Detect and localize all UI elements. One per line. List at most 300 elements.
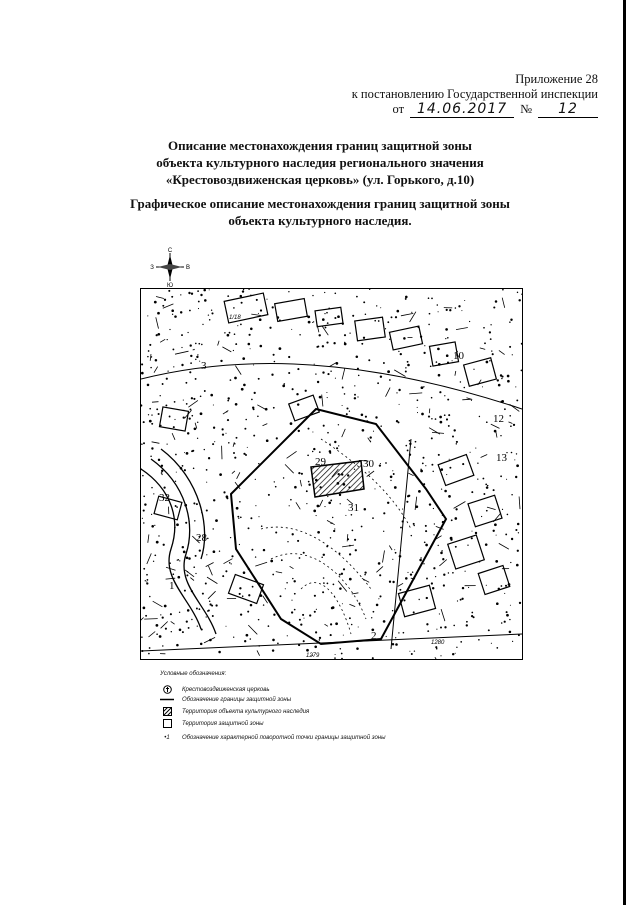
map-texture-dot [147,356,149,358]
map-texture-stroke [237,472,240,479]
map-texture-dot [364,508,367,511]
map-texture-dot [458,305,460,307]
map-texture-dot [438,311,439,312]
map-texture-dot [143,522,144,523]
map-texture-dot [301,473,303,475]
map-texture-dot [409,440,411,442]
map-texture-dot [198,308,199,309]
legend-item-point [160,733,386,742]
map-texture-dot [167,444,168,445]
map-texture-dot [314,611,316,613]
map-texture-dot [182,465,184,467]
map-texture-dot [208,314,209,315]
map-texture-stroke [161,622,168,629]
map-texture-dot [171,296,173,298]
map-texture-dot [461,598,463,600]
map-texture-dot [218,651,221,654]
map-texture-dot [344,393,346,395]
map-texture-dot [194,349,195,350]
handwritten-date: 14.06.2017 [410,102,514,118]
map-texture-dot [380,307,381,308]
map-texture-dot [275,486,277,488]
map-texture-dot [440,421,443,424]
map-texture-stroke [188,400,198,407]
map-texture-dot [248,343,251,346]
map-texture-dot [197,438,198,439]
map-texture-dot [297,403,299,405]
map-texture-dot [422,462,424,464]
map-texture-dot [378,320,380,322]
map-texture-dot [240,324,242,326]
map-texture-dot [263,549,265,551]
map-texture-dot [386,636,387,637]
map-point-label: 3 [201,360,207,372]
map-texture-dot [380,463,381,464]
map-texture-dot [387,370,390,373]
map-point-label: 1 [169,580,175,592]
map-texture-dot [509,346,511,348]
map-texture-dot [313,321,314,322]
map-texture-stroke [429,409,430,414]
map-texture-stroke [435,657,440,659]
map-texture-dot [449,459,450,460]
map-texture-dot [163,544,165,546]
church-circle-icon [160,685,174,694]
map-texture-dot [464,387,466,389]
map-texture-dot [356,356,359,359]
map-texture-dot [449,467,451,469]
map-texture-dot [273,354,275,356]
map-texture-dot [160,395,161,396]
map-texture-stroke [325,624,328,626]
map-texture-stroke [223,411,228,415]
map-texture-dot [200,412,203,415]
map-texture-dot [239,544,240,545]
map-texture-dot [455,653,456,654]
map-texture-dot [252,586,254,588]
map-texture-dot [505,585,507,587]
map-texture-dot [319,637,321,639]
map-texture-dot [398,632,399,633]
map-texture-stroke [224,559,233,564]
map-texture-dot [197,290,199,292]
map-texture-dot [186,403,188,405]
map-texture-dot [224,332,225,333]
map-texture-dot [290,499,292,501]
map-texture-dot [161,472,163,474]
map-texture-dot [327,496,328,497]
map-texture-dot [423,352,425,354]
map-texture-dot [341,658,343,659]
legend-item-church [160,685,270,694]
map-texture-dot [453,429,455,431]
map-texture-dot [451,519,453,521]
map-texture-dot [344,343,347,346]
map-texture-dot [511,494,512,495]
map-texture-dot [248,527,250,529]
map-texture-dot [500,435,501,436]
map-texture-dot [185,522,187,524]
map-texture-dot [346,407,348,409]
map-texture-dot [222,428,224,430]
map-texture-dot [364,574,366,576]
map-texture-dot [285,588,286,589]
map-texture-dot [392,610,393,611]
map-texture-dot [167,339,168,340]
subtitle-line-2: объекта культурного наследия. [228,213,412,228]
map-texture-dot [298,472,300,474]
map-texture-dot [250,604,253,607]
map-texture-dot [147,315,148,316]
map-texture-dot [341,653,343,655]
map-texture-dot [351,624,353,626]
map-texture-dot [432,471,433,472]
map-texture-dot [289,505,290,506]
map-texture-dot [213,404,214,405]
map-texture-dot [441,468,444,471]
map-texture-dot [513,424,515,426]
map-texture-dot [354,397,356,399]
map-texture-stroke [232,471,235,474]
map-texture-stroke [502,298,505,308]
map-texture-dot [349,332,350,333]
map-texture-stroke [233,442,234,447]
map-texture-dot [209,319,211,321]
map-texture-dot [398,389,400,391]
map-texture-dot [469,321,470,322]
map-texture-dot [509,321,511,323]
map-texture-dot [389,339,390,340]
map-texture-dot [313,510,316,513]
map-texture-dot [437,348,440,351]
legend-label-point: Обозначение характерной поворотной точки границы защитной зоны [182,734,386,741]
map-texture-dot [326,392,327,393]
map-texture-dot [497,379,499,381]
map-texture-dot [227,397,229,399]
map-texture-stroke [218,341,220,346]
map-texture-dot [256,299,258,301]
map-texture-dot [339,587,342,590]
map-texture-stroke [285,464,294,473]
map-texture-dot [143,568,145,570]
map-texture-stroke [439,560,446,566]
map-texture-dot [170,613,172,615]
map-texture-dot [204,299,207,302]
map-texture-dot [313,448,315,450]
map-texture-dot [325,327,327,329]
map-texture-dot [477,462,478,463]
map-texture-dot [456,443,457,444]
map-texture-dot [148,653,150,655]
map-texture-dot [333,530,335,532]
map-texture-dot [414,447,416,449]
map-texture-dot [183,400,184,401]
map-texture-dot [287,541,288,542]
map-texture-dot [222,575,224,577]
map-texture-dot [330,634,332,636]
map-texture-dot [509,619,510,620]
map-texture-dot [430,365,432,367]
map-texture-dot [151,423,153,425]
map-texture-dot [292,388,294,390]
map-texture-stroke [257,405,266,410]
legend-label-boundary: Обозначение границы защитной зоны [182,696,292,703]
map-texture-dot [446,418,448,420]
map-texture-dot [188,557,191,560]
map-texture-dot [376,305,377,306]
map-texture-dot [317,345,319,347]
map-texture-dot [283,477,284,478]
map-texture-stroke [276,572,282,573]
map-texture-stroke [153,601,163,607]
map-texture-dot [518,532,519,533]
map-texture-dot [202,324,203,325]
map-texture-dot [405,367,406,368]
map-texture-dot [192,450,194,452]
map-texture-dot [392,559,393,560]
map-texture-stroke [480,348,485,350]
map-texture-dot [328,501,331,504]
map-texture-dot [496,647,498,649]
map-texture-dot [400,353,402,355]
compass-east: В [185,265,190,271]
map-texture-dot [452,653,454,655]
map-texture-dot [422,387,423,388]
map-texture-dot [486,361,489,364]
map-texture-dot [511,452,513,454]
map-texture-dot [322,318,325,321]
map-texture-dot [211,312,213,314]
map-texture-dot [330,370,331,371]
map-texture-dot [225,570,227,572]
map-texture-dot [332,517,333,518]
map-texture-dot [319,639,321,641]
map-texture-dot [182,546,184,548]
map-texture-dot [148,350,150,352]
map-texture-dot [250,328,253,331]
compass-south: Ю [166,283,174,287]
map-texture-dot [247,611,249,613]
map-texture-dot [309,614,311,616]
map-texture-dot [495,560,498,563]
map-texture-dot [215,604,217,606]
map-texture-dot [297,368,299,370]
map-texture-dot [321,557,323,559]
map-texture-dot [481,516,482,517]
legend-item-boundary [160,695,291,704]
map-texture-dot [448,414,450,416]
map-texture-dot [149,344,151,346]
map-texture-dot [327,432,329,434]
map-texture-dot [179,629,182,632]
map-texture-dot [303,640,305,642]
map-texture-dot [191,293,193,295]
map-texture-dot [174,401,176,403]
map-texture-stroke [509,422,513,424]
map-texture-dot [399,589,401,591]
map-texture-dot [436,629,437,630]
map-texture-dot [457,600,458,601]
map-texture-dot [141,443,143,445]
map-texture-dot [149,596,151,598]
map-texture-dot [186,574,188,576]
map-texture-dot [397,310,400,313]
map-texture-stroke [208,566,212,575]
map-texture-dot [435,646,437,648]
map-texture-dot [327,397,328,398]
map-texture-dot [482,386,483,387]
map-texture-dot [179,560,180,561]
map-texture-dot [208,610,210,612]
map-texture-dot [201,344,203,346]
map-texture-dot [204,390,206,392]
map-texture-dot [339,574,341,576]
map-texture-dot [204,449,205,450]
map-texture-dot [421,413,424,416]
map-texture-dot [299,334,301,336]
map-texture-stroke [185,570,194,577]
map-texture-dot [493,306,495,308]
map-texture-dot [502,509,503,510]
map-texture-stroke [222,347,231,352]
map-texture-dot [195,378,197,380]
map-texture-dot [412,571,413,572]
map-texture-dot [193,398,195,400]
map-texture-dot [509,415,511,417]
map-texture-dot [172,348,174,350]
map-texture-dot [283,383,285,385]
map-texture-dot [467,545,468,546]
map-texture-dot [379,595,381,597]
map-texture-dot [166,378,168,380]
map-texture-dot [206,469,208,471]
map-texture-dot [383,531,384,532]
map-texture-dot [195,343,197,345]
map-texture-stroke [296,502,300,509]
map-texture-dot [383,620,386,623]
map-texture-dot [406,501,408,503]
map-texture-dot [317,531,320,534]
map-texture-dot [368,359,370,361]
map-texture-dot [504,621,506,623]
map-texture-dot [491,350,492,351]
map-texture-dot [260,309,262,311]
map-texture-dot [501,622,503,624]
map-texture-dot [173,366,174,367]
map-texture-dot [158,459,160,461]
map-texture-dot [517,550,519,552]
map-texture-stroke [152,442,160,444]
map-texture-dot [452,435,454,437]
map-texture-dot [351,514,353,516]
map-texture-dot [374,488,375,489]
map-texture-dot [195,555,197,557]
map-texture-dot [151,525,154,528]
map-texture-dot [298,430,300,432]
map-texture-dot [475,448,476,449]
map-texture-dot [294,593,296,595]
map-texture-dot [407,449,409,451]
map-texture-dot [227,334,230,337]
map-texture-dot [521,294,522,295]
map-texture-dot [435,418,437,420]
map-texture-dot [156,334,158,336]
map-texture-dot [385,328,386,329]
map-texture-dot [173,573,175,575]
map-texture-dot [315,631,317,633]
map-texture-dot [294,486,297,489]
map-texture-dot [440,627,442,629]
map-texture-dot [173,426,175,428]
map-texture-dot [413,525,414,526]
map-texture-dot [151,514,152,515]
map-texture-dot [287,635,288,636]
map-texture-dot [403,337,406,340]
map-point-label: 12 [493,413,504,425]
map-texture-dot [448,572,449,573]
map-texture-dot [407,572,408,573]
map-texture-dot [349,617,351,619]
map-texture-dot [420,469,421,470]
map-texture-dot [330,623,332,625]
map-texture-dot [334,317,336,319]
map-texture-dot [276,437,278,439]
map-texture-dot [187,332,188,333]
map-texture-dot [326,312,328,314]
map-texture-dot [442,558,444,560]
map-texture-dot [496,535,497,536]
map-texture-dot [491,643,492,644]
point-marker-icon: •1 [164,734,170,741]
map-texture-dot [176,472,177,473]
map-texture-dot [420,470,423,473]
map-texture-dot [337,315,340,318]
map-texture-dot [437,304,439,306]
map-texture-dot [349,411,350,412]
map-texture-dot [219,551,220,552]
map-texture-stroke [519,497,520,510]
map-texture-dot [516,399,518,401]
map-texture-dot [268,625,270,627]
map-texture-dot [443,584,445,586]
map-texture-dot [470,452,471,453]
date-line [352,102,598,118]
map-texture-dot [500,475,502,477]
number-label: № [520,102,532,116]
map-texture-dot [242,290,244,292]
map-texture-dot [190,355,192,357]
map-texture-dot [376,604,379,607]
map-texture-dot [419,559,422,562]
map-texture-stroke [144,619,158,620]
map-texture-dot [150,367,151,368]
map-texture-dot [161,470,163,472]
map-texture-dot [507,514,509,516]
map-texture-dot [439,391,441,393]
map-texture-dot [258,619,260,621]
appendix-label: Приложение 28 [515,72,598,86]
map-texture-dot [327,583,329,585]
map-texture-dot [395,316,397,318]
map-texture-stroke [190,578,194,581]
map-texture-dot [391,316,393,318]
map-texture-dot [441,488,442,489]
map-texture-dot [222,433,224,435]
map-texture-dot [334,657,336,659]
map-texture-dot [273,407,275,409]
map-texture-dot [392,470,393,471]
map-texture-dot [432,587,434,589]
